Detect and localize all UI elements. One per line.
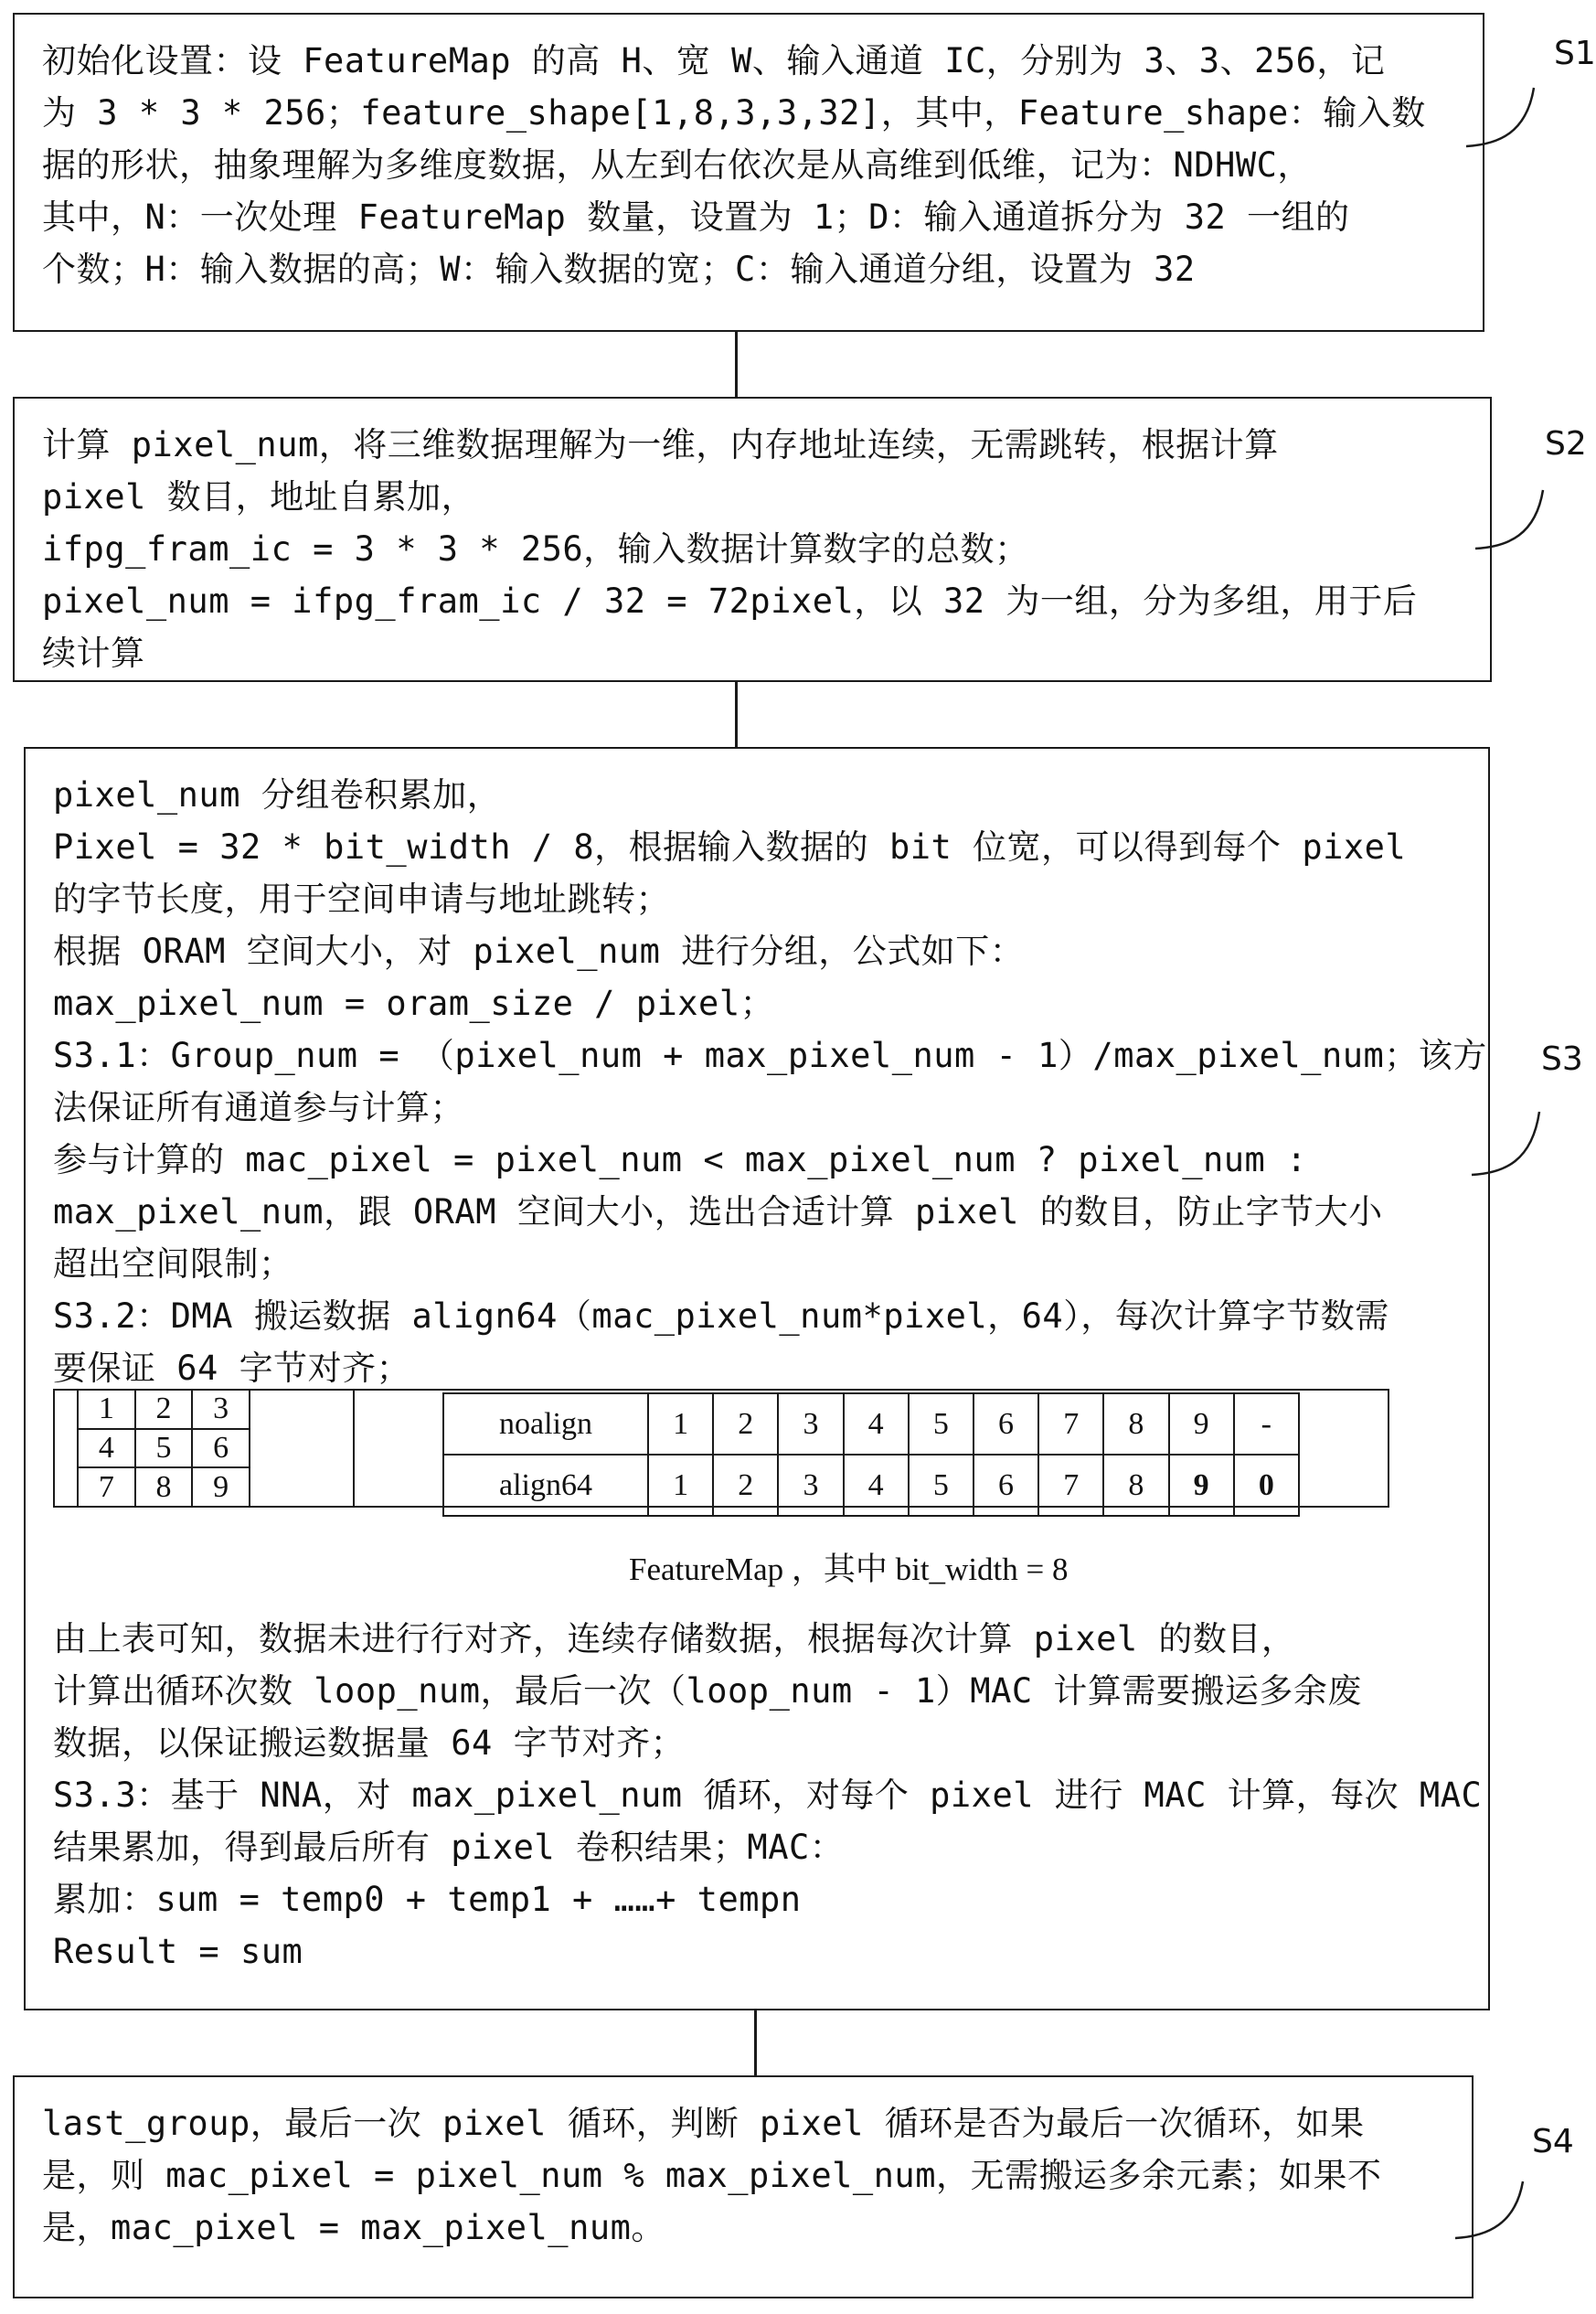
connector-s2-s3 (735, 682, 738, 748)
text-line: 结果累加，得到最后所有 pixel 卷积结果；MAC： (53, 1828, 845, 1867)
text-line: 是，mac_pixel = max_pixel_num。 (42, 2208, 665, 2247)
step-s1-box (13, 13, 1484, 332)
grid-cell: 8 (135, 1467, 193, 1507)
grid-cell: 4 (78, 1429, 135, 1468)
leader-line-s1 (1463, 82, 1545, 155)
table-cell: 3 (778, 1455, 843, 1516)
text-line: S3.2：DMA 搬运数据 align64（mac_pixel_num*pixel，64），每次计算字节数需 (53, 1296, 1389, 1336)
table-cell: 7 (1038, 1393, 1103, 1455)
alignment-table (442, 1392, 1300, 1517)
step-s2-text (42, 419, 1417, 679)
text-line: 数据，以保证搬运数据量 64 字节对齐； (53, 1723, 686, 1763)
connector-s3-s4 (754, 2010, 757, 2076)
text-line: 由上表可知，数据未进行行对齐，连续存储数据，根据每次计算 pixel 的数目， (53, 1619, 1296, 1658)
text-line: 的字节长度，用于空间申请与地址跳转； (53, 880, 670, 919)
text-line: pixel_num = ifpg_fram_ic / 32 = 72pixel，以 32 为一组，分为多组，用于后 (42, 581, 1418, 621)
table-cell: 5 (909, 1393, 974, 1455)
step-s2-box (13, 397, 1492, 682)
text-line: ifpg_fram_ic = 3 * 3 * 256，输入数据计算数字的总数； (42, 529, 1029, 569)
text-line: 累加：sum = temp0 + temp1 + ……+ tempn (53, 1880, 802, 1919)
text-line: pixel_num 分组卷积累加， (53, 775, 502, 815)
table-cell: 5 (909, 1455, 974, 1516)
figure-divider (353, 1391, 355, 1506)
table-cell: 9 (1169, 1393, 1234, 1455)
text-line: 要保证 64 字节对齐； (53, 1349, 411, 1388)
text-line: 个数；H：输入数据的高；W：输入数据的宽；C：输入通道分组，设置为 32 (42, 250, 1196, 289)
step-label-s4: S4 (1532, 2123, 1574, 2160)
text-line: Pixel = 32 * bit_width / 8，根据输入数据的 bit 位宽，可以得到每个 pixel (53, 827, 1407, 867)
featuremap-figure-frame (53, 1389, 1389, 1508)
text-line: 其中，N：一次处理 FeatureMap 数量，设置为 1；D：输入通道拆分为 32 一组的 (42, 197, 1350, 237)
table-cell: 0 (1234, 1455, 1299, 1516)
table-cell: 2 (713, 1455, 778, 1516)
grid-cell: 1 (78, 1390, 135, 1429)
featuremap-3x3-grid (77, 1389, 250, 1508)
table-cell: - (1234, 1393, 1299, 1455)
step-s3-text-top (53, 769, 1487, 1394)
table-cell: 1 (648, 1393, 713, 1455)
grid-cell: 7 (78, 1467, 135, 1507)
row-label: noalign (443, 1393, 648, 1455)
grid-cell: 3 (192, 1390, 250, 1429)
text-line: max_pixel_num，跟 ORAM 空间大小，选出合适计算 pixel 的数目，防止字节大小 (53, 1192, 1383, 1232)
text-line: 参与计算的 mac_pixel = pixel_num < max_pixel_num ? pixel_num : (53, 1140, 1307, 1179)
leader-line-s3 (1468, 1106, 1550, 1184)
table-cell: 1 (648, 1455, 713, 1516)
step-s4-box (13, 2075, 1474, 2298)
grid-cell: 6 (192, 1429, 250, 1468)
figure-caption: FeatureMap ，其中 bit_width = 8 (629, 1552, 1069, 1587)
table-cell: 6 (974, 1393, 1038, 1455)
step-label-s1: S1 (1554, 35, 1596, 72)
grid-cell: 9 (192, 1467, 250, 1507)
text-line: 法保证所有通道参与计算； (53, 1088, 464, 1127)
table-cell: 4 (844, 1455, 909, 1516)
table-row (443, 1393, 1299, 1455)
step-s3-box (24, 747, 1490, 2010)
step-s3-text-bottom (53, 1613, 1482, 1978)
grid-cell: 2 (135, 1390, 193, 1429)
leader-line-s4 (1452, 2176, 1534, 2249)
table-cell: 2 (713, 1393, 778, 1455)
table-cell: 9 (1169, 1455, 1234, 1516)
step-s4-text (42, 2097, 1381, 2254)
text-line: last_group，最后一次 pixel 循环，判断 pixel 循环是否为最后一次循环，如果 (42, 2104, 1365, 2143)
text-line: pixel 数目，地址自累加， (42, 477, 476, 517)
table-cell: 4 (844, 1393, 909, 1455)
table-cell: 8 (1103, 1393, 1168, 1455)
text-line: 计算出循环次数 loop_num，最后一次（loop_num - 1）MAC 计算需要搬运多余废 (53, 1671, 1362, 1711)
text-line: 续计算 (42, 634, 145, 673)
text-line: 为 3 * 3 * 256；feature_shape[1,8,3,3,32]，其中，Feature_shape：输入数 (42, 93, 1426, 133)
text-line: 初始化设置：设 FeatureMap 的高 H、宽 W、输入通道 IC，分别为 3、3、256，记 (42, 41, 1386, 80)
table-cell: 3 (778, 1393, 843, 1455)
text-line: max_pixel_num = oram_size / pixel； (53, 984, 775, 1023)
table-cell: 8 (1103, 1455, 1168, 1516)
row-label: align64 (443, 1455, 648, 1516)
text-line: 是，则 mac_pixel = pixel_num % max_pixel_num，无需搬运多余元素；如果不 (42, 2156, 1382, 2195)
step-label-s3: S3 (1541, 1040, 1583, 1078)
step-label-s2: S2 (1545, 425, 1587, 463)
table-cell: 6 (974, 1455, 1038, 1516)
text-line: S3.3：基于 NNA，对 max_pixel_num 循环，对每个 pixel 进行 MAC 计算，每次 MAC (53, 1775, 1483, 1815)
text-line: Result = sum (53, 1932, 303, 1971)
leader-line-s2 (1472, 485, 1554, 558)
step-s1-text (42, 35, 1426, 295)
grid-cell: 5 (135, 1429, 193, 1468)
text-line: S3.1：Group_num = （pixel_num + max_pixel_num - 1）/max_pixel_num；该方 (53, 1036, 1487, 1075)
text-line: 计算 pixel_num，将三维数据理解为一维，内存地址连续，无需跳转，根据计算 (42, 425, 1279, 464)
text-line: 据的形状，抽象理解为多维度数据，从左到右依次是从高维到低维，记为：NDHWC， (42, 145, 1312, 185)
table-row (443, 1455, 1299, 1516)
table-cell: 7 (1038, 1455, 1103, 1516)
text-line: 超出空间限制； (53, 1244, 293, 1284)
text-line: 根据 ORAM 空间大小，对 pixel_num 进行分组，公式如下： (53, 932, 1025, 971)
connector-s1-s2 (735, 332, 738, 398)
